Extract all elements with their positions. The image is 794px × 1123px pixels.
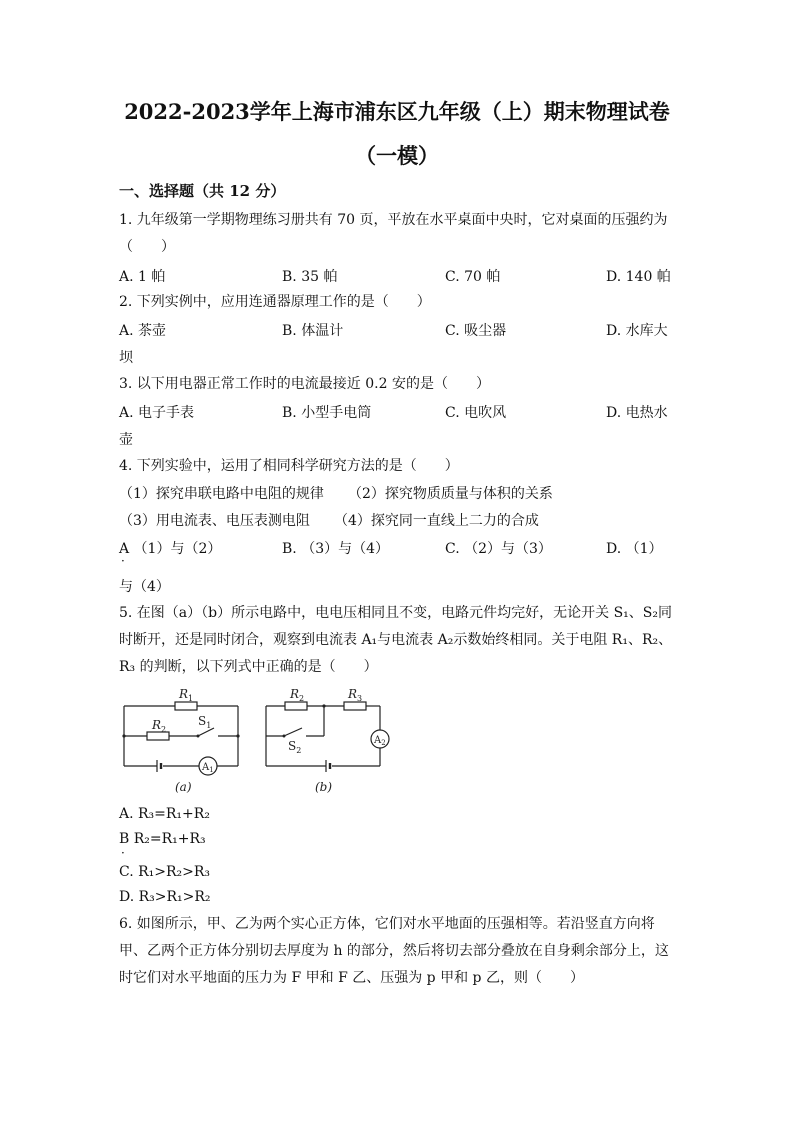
exam-title: 2022-2023学年上海市浦东区九年级（上）期末物理试卷: [124, 99, 670, 124]
q2-option-a: A. 茶壶: [119, 323, 167, 339]
junction-dot: [236, 734, 239, 737]
q1-option-b: B. 35 帕: [282, 269, 338, 285]
q2-option-c: C. 吸尘器: [445, 323, 507, 339]
q1-option-c: C. 70 帕: [445, 269, 501, 285]
exam-subtitle: （一模）: [355, 143, 439, 168]
q2-option-b: B. 体温计: [282, 323, 344, 339]
q3-stem: 3. 以下用电器正常工作时的电流最接近 0.2 安的是（ ）: [119, 376, 490, 392]
q3-option-c: C. 电吹风: [445, 405, 507, 421]
junction-dot: [122, 734, 125, 737]
junction-dot: [322, 704, 325, 707]
q4-option-b: B. （3）与（4）: [282, 541, 390, 557]
q3-option-b: B. 小型手电筒: [282, 405, 372, 421]
q5-option-c: C. R₁>R₂>R₃: [119, 864, 211, 880]
resistor-r1: [175, 702, 197, 710]
q3-option-a: A. 电子手表: [119, 405, 195, 421]
q5-option-d: D. R₃>R₁>R₂: [119, 889, 211, 905]
label-s1: $S_1$: [198, 714, 212, 730]
q5-option-b-dot: ·: [121, 846, 125, 860]
q4-item-2: （2）探究物质质量与体积的关系: [348, 486, 553, 502]
label-r1: $R_1$: [179, 687, 194, 703]
circuit-a-wires: [124, 706, 238, 766]
label-a2: $A_2$: [374, 735, 386, 747]
switch-s1-pivot: [197, 735, 200, 738]
q2-option-d: D. 水库大: [606, 323, 668, 339]
label-r2-a: $R_2$: [152, 718, 167, 734]
label-s2: $S_2$: [288, 739, 302, 755]
q6-stem-line3: 时它们对水平地面的压力为 F 甲和 F 乙、压强为 p 甲和 p 乙，则（ ）: [119, 970, 584, 986]
q4-item-4: （4）探究同一直线上二力的合成: [334, 513, 539, 529]
figure-a-caption: (a): [175, 780, 192, 794]
q5-stem-line2: 时断开，还是同时闭合，观察到电流表 A₁与电流表 A₂示数始终相同。关于电阻 R₁、R₂、: [119, 632, 673, 648]
q5-option-b: B R₂=R₁+R₃: [119, 831, 206, 847]
q1-option-d: D. 140 帕: [606, 269, 671, 285]
label-r3: $R_3$: [348, 687, 363, 703]
figure-b-caption: (b): [315, 780, 333, 794]
q5-stem-line3: R₃ 的判断，以下列式中正确的是（ ）: [119, 659, 378, 675]
q4-stem: 4. 下列实验中，运用了相同科学研究方法的是（ ）: [119, 458, 459, 474]
q5-circuit-figure: [110, 682, 400, 800]
section-heading: 一、选择题（共 12 分）: [119, 182, 286, 200]
resistor-r2-b: [285, 702, 307, 710]
q2-stem: 2. 下列实例中，应用连通器原理工作的是（ ）: [119, 294, 431, 310]
label-r2-b: $R_2$: [290, 687, 305, 703]
q1-option-a: A. 1 帕: [119, 269, 166, 285]
q4-item-3: （3）用电流表、电压表测电阻: [119, 513, 310, 529]
q4-option-d-wrap: 与（4）: [119, 579, 170, 595]
q5-option-a: A. R₃=R₁+R₂: [119, 806, 210, 822]
q3-option-d-wrap: 壶: [119, 432, 133, 448]
q4-option-d: D. （1）: [606, 541, 663, 557]
resistor-r3: [344, 702, 366, 710]
q3-option-d: D. 电热水: [606, 405, 668, 421]
q4-option-a-dot: ·: [121, 554, 125, 568]
q4-option-c: C. （2）与（3）: [445, 541, 552, 557]
q4-item-1: （1）探究串联电路中电阻的规律: [119, 486, 324, 502]
q1-blank: （ ）: [119, 239, 175, 255]
q6-stem-line2: 甲、乙两个正方体分别切去厚度为 h 的部分，然后将切去部分叠放在自身剩余部分上，这: [119, 943, 669, 959]
q6-stem-line1: 6. 如图所示，甲、乙为两个实心正方体，它们对水平地面的压强相等。若沿竖直方向将: [119, 916, 655, 932]
q1-stem: 1. 九年级第一学期物理练习册共有 70 页，平放在水平桌面中央时，它对桌面的压强约为: [119, 212, 668, 228]
q5-stem-line1: 5. 在图（a）（b）所示电路中，电电压相同且不变，电路元件均完好，无论开关 S₁、S₂同: [119, 605, 672, 621]
switch-s2-pivot: [283, 735, 286, 738]
label-a1: $A_1$: [202, 762, 214, 774]
q2-option-d-wrap: 坝: [119, 350, 133, 366]
q4-option-a: A （1）与（2）: [119, 541, 222, 557]
